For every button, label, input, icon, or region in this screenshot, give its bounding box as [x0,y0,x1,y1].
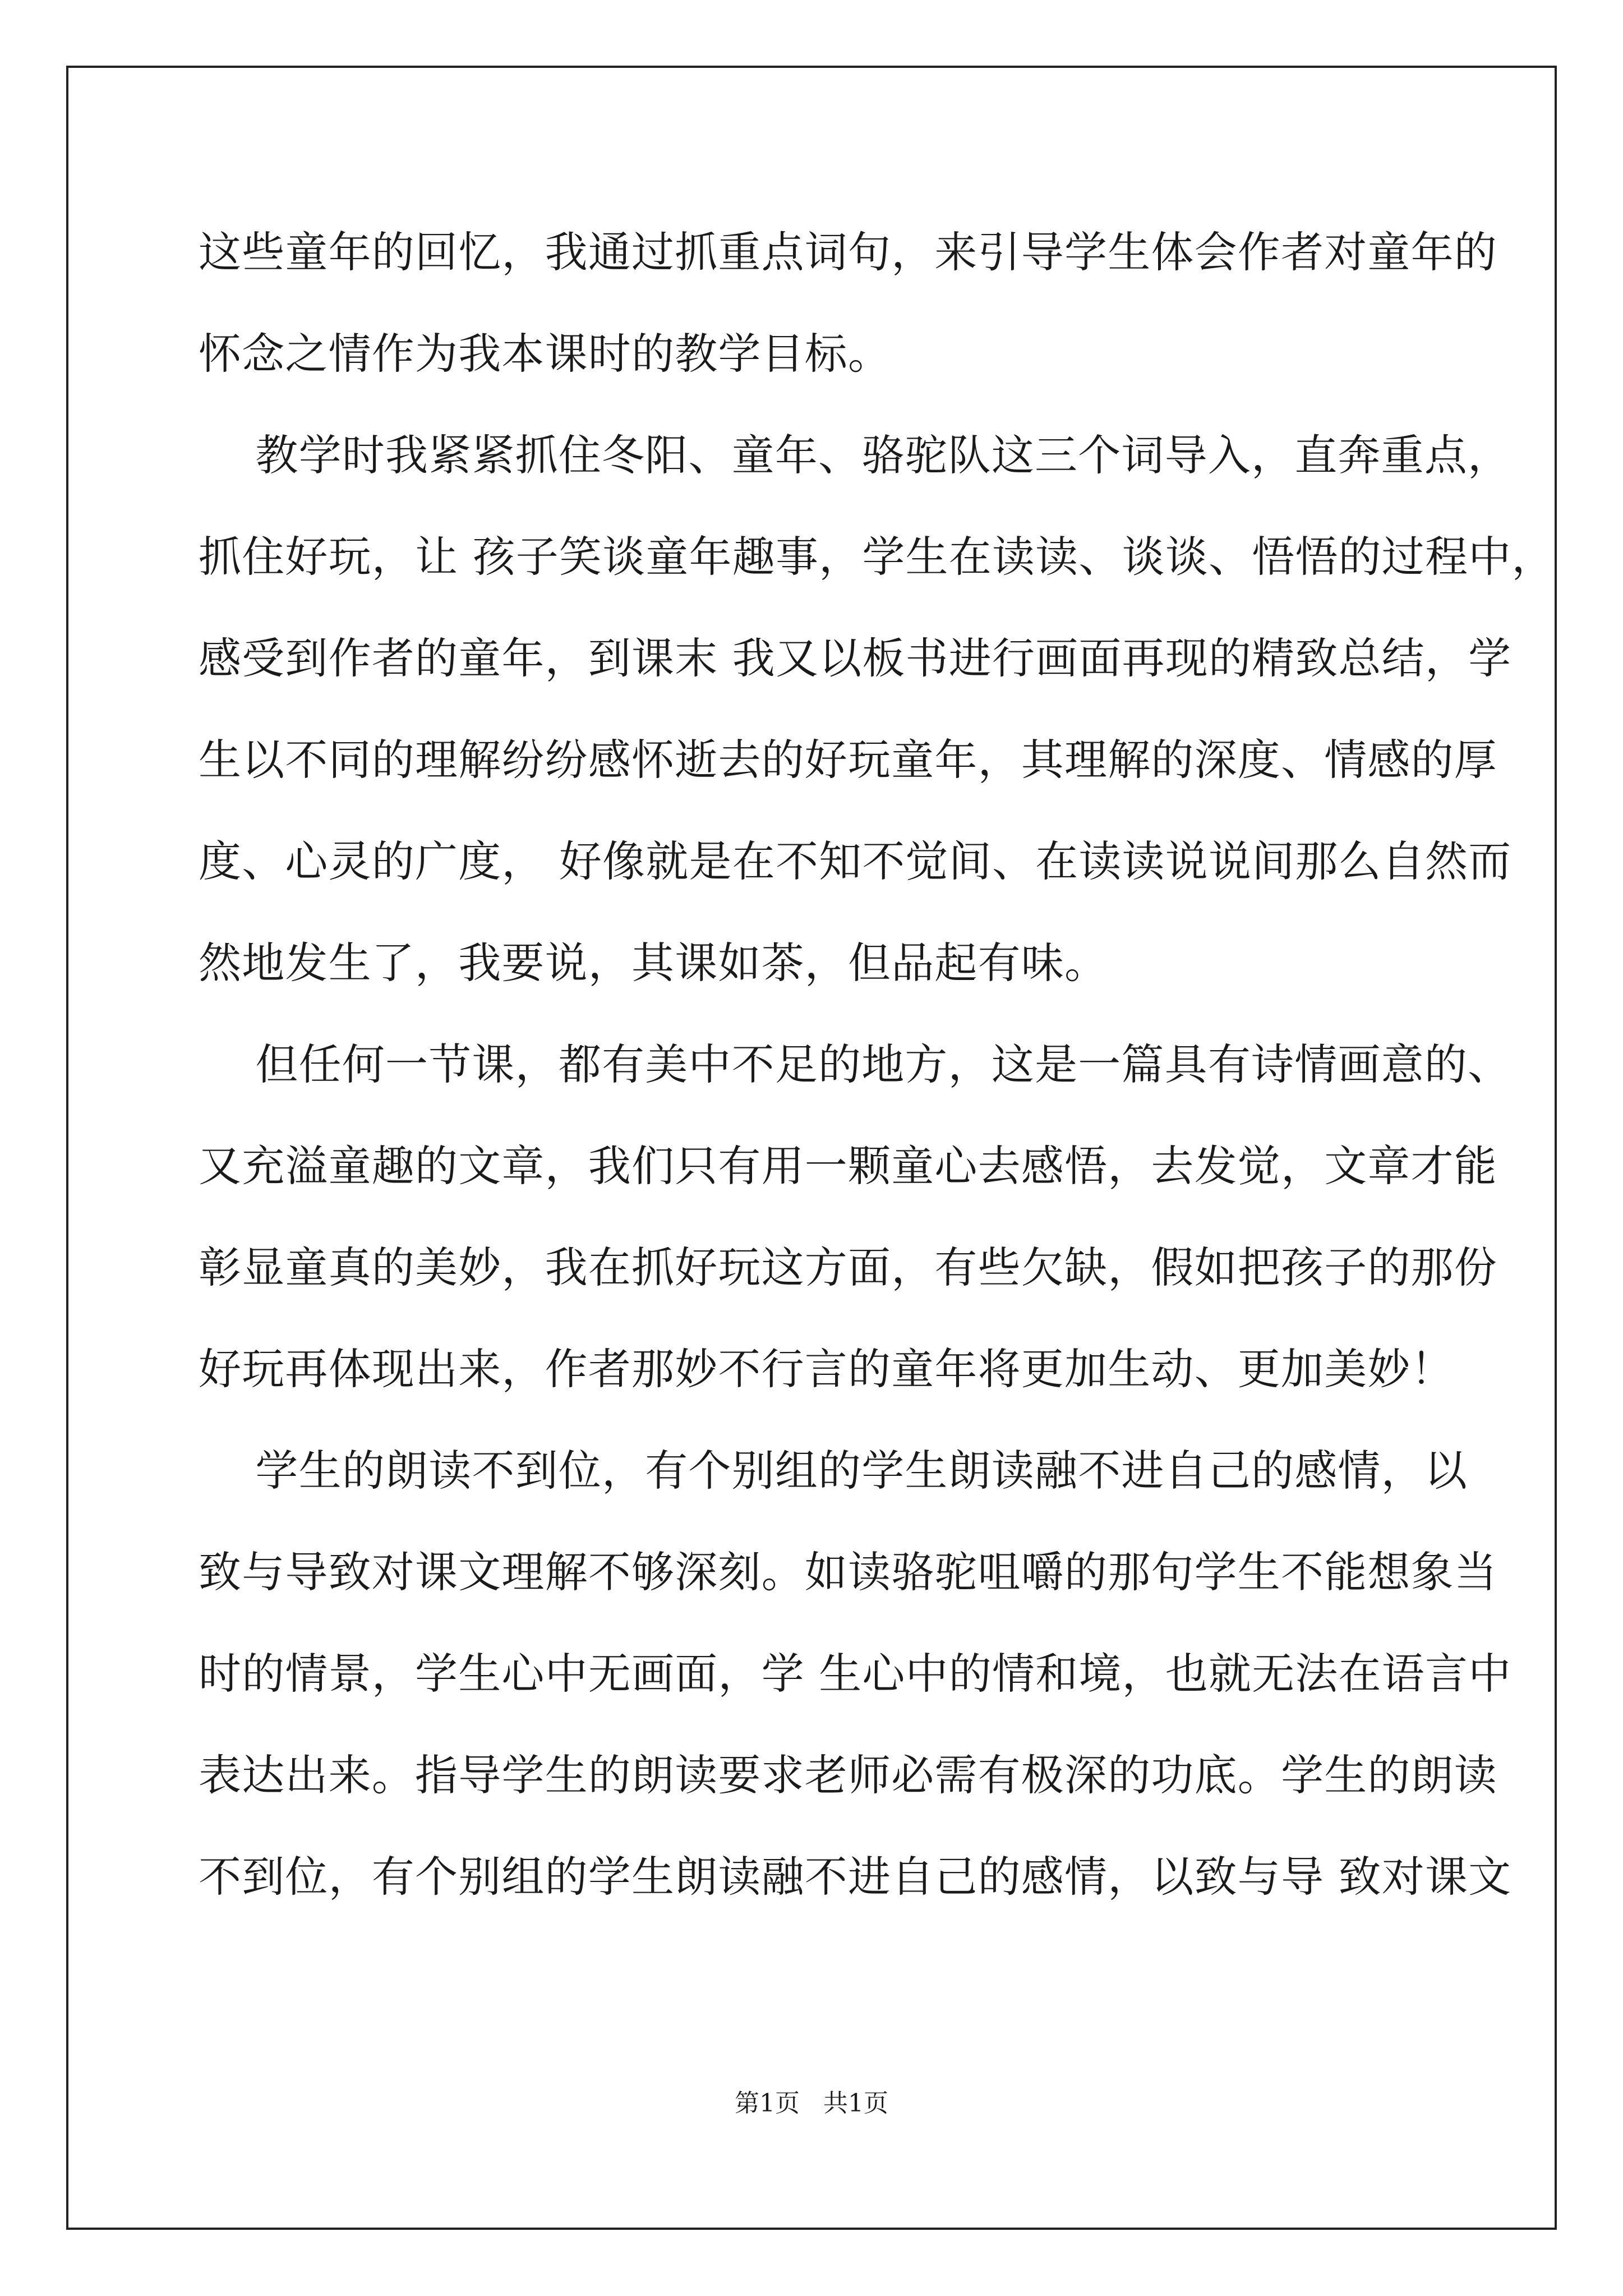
text-line: 这些童年的回忆，我通过抓重点词句，来引导学生体会作者对童年的 [199,227,1497,277]
text-line: 然地发生了，我要说，其课如茶，但品起有味。 [199,938,1108,988]
page-number-footer: 第1页 共1页 [735,2089,888,2118]
text-line: 表达出来。指导学生的朗读要求老师必需有极深的功底。学生的朗读 [199,1750,1497,1800]
text-line: 不到位，有个别组的学生朗读融不进自己的感情，以致与导 致对课文 [199,1852,1512,1902]
text-line: 感受到作者的童年，到课末 我又以板书进行画面再现的精致总结，学 [199,633,1512,683]
text-line: 教学时我紧紧抓住冬阳、童年、骆驼队这三个词导入，直奔重点， [199,430,1511,480]
text-line: 度、心灵的广度， 好像就是在不知不觉间、在读读说说间那么自然而 [199,836,1512,886]
text-line: 时的情景，学生心中无画面，学 生心中的情和境，也就无法在语言中 [199,1649,1512,1699]
text-line: 彰显童真的美妙，我在抓好玩这方面，有些欠缺，假如把孩子的那份 [199,1243,1497,1292]
text-line: 生以不同的理解纷纷感怀逝去的好玩童年，其理解的深度、情感的厚 [199,735,1497,785]
text-line: 但任何一节课，都有美中不足的地方，这是一篇具有诗情画意的、 [199,1039,1511,1089]
text-line: 致与导致对课文理解不够深刻。如读骆驼咀嚼的那句学生不能想象当 [199,1547,1497,1597]
text-line: 好玩再体现出来，作者那妙不行言的童年将更加生动、更加美妙！ [199,1344,1454,1394]
text-line: 怀念之情作为我本课时的教学目标。 [199,329,892,379]
text-line: 又充溢童趣的文章，我们只有用一颗童心去感悟，去发觉，文章才能 [199,1141,1497,1191]
text-line: 抓住好玩，让 孩子笑谈童年趣事，学生在读读、谈谈、悟悟的过程中， [199,532,1555,582]
text-line: 学生的朗读不到位，有个别组的学生朗读融不进自己的感情，以 [199,1446,1468,1496]
